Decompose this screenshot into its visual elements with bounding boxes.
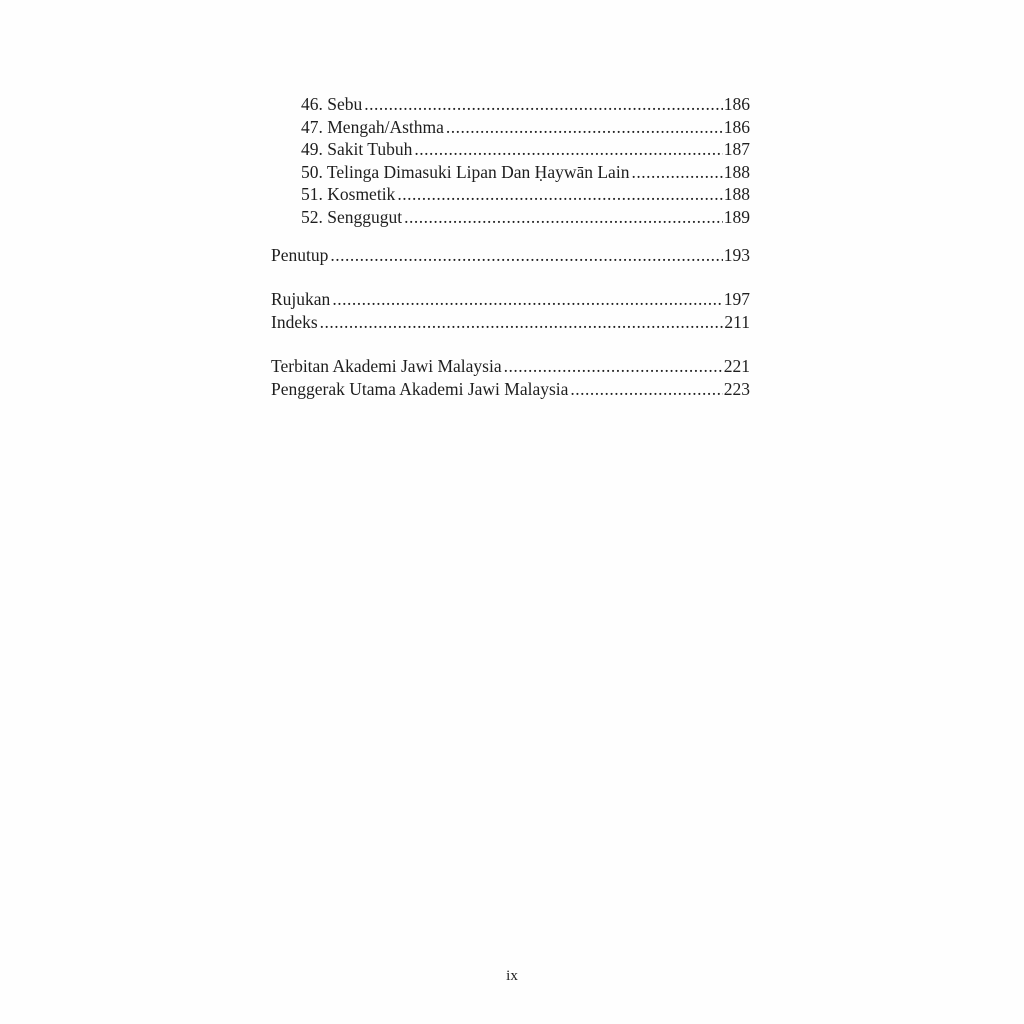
- dot-leader: [570, 378, 722, 401]
- toc-entry-page: 221: [723, 356, 750, 377]
- toc-entry-label: Rujukan: [271, 289, 331, 310]
- dot-leader: [364, 93, 723, 116]
- toc-entry-page: 188: [723, 184, 750, 205]
- page-number: ix: [506, 968, 518, 984]
- toc-section-publisher: [271, 355, 750, 400]
- toc-entry: [271, 161, 750, 184]
- dot-leader: [631, 161, 722, 184]
- toc-section-references: [271, 288, 750, 333]
- toc-section-penutup: [271, 244, 750, 267]
- dot-leader: [504, 355, 723, 378]
- toc-entry-page: 186: [723, 94, 750, 114]
- toc-entry-page: 211: [724, 311, 750, 332]
- dot-leader: [320, 311, 724, 334]
- toc-entry-page: 186: [723, 116, 750, 137]
- toc-entry-page: 193: [723, 244, 750, 265]
- toc-entry-page: 223: [723, 378, 750, 399]
- toc-entry-page: 197: [723, 289, 750, 310]
- dot-leader: [404, 206, 723, 229]
- toc-entry-label: Penutup: [271, 244, 329, 265]
- dot-leader: [332, 288, 722, 311]
- toc-entry-rujukan: [271, 288, 750, 311]
- toc-entry: [271, 93, 750, 116]
- toc-entry-label: Terbitan Akademi Jawi Malaysia: [271, 356, 502, 377]
- table-of-contents: [271, 93, 750, 401]
- dot-leader: [414, 138, 722, 161]
- toc-subentries: [271, 93, 750, 229]
- toc-entry-label: Penggerak Utama Akademi Jawi Malaysia: [271, 378, 569, 399]
- toc-entry-label: 49. Sakit Tubuh: [301, 139, 413, 160]
- toc-entry-terbitan: [271, 355, 750, 378]
- dot-leader: [397, 183, 722, 206]
- toc-entry-label: Indeks: [271, 311, 318, 332]
- toc-entry: [271, 116, 750, 139]
- toc-entry-page: 187: [723, 139, 750, 160]
- toc-entry-label: 50. Telinga Dimasuki Lipan Dan Ḥaywān Lain: [301, 161, 630, 182]
- toc-entry-penutup: [271, 244, 750, 267]
- toc-entry-label: 51. Kosmetik: [301, 184, 396, 205]
- toc-entry-page: 188: [723, 161, 750, 182]
- toc-entry: [271, 138, 750, 161]
- toc-entry-page: 189: [723, 206, 750, 227]
- toc-entry-label: 47. Mengah/Asthma: [301, 116, 444, 137]
- toc-entry: [271, 183, 750, 206]
- dot-leader: [446, 116, 723, 139]
- toc-entry-penggerak: [271, 378, 750, 401]
- toc-entry-label: 46. Sebu: [301, 94, 363, 114]
- toc-entry-label: 52. Senggugut: [301, 206, 403, 227]
- toc-entry: [271, 206, 750, 229]
- toc-entry-indeks: [271, 311, 750, 334]
- dot-leader: [330, 244, 722, 267]
